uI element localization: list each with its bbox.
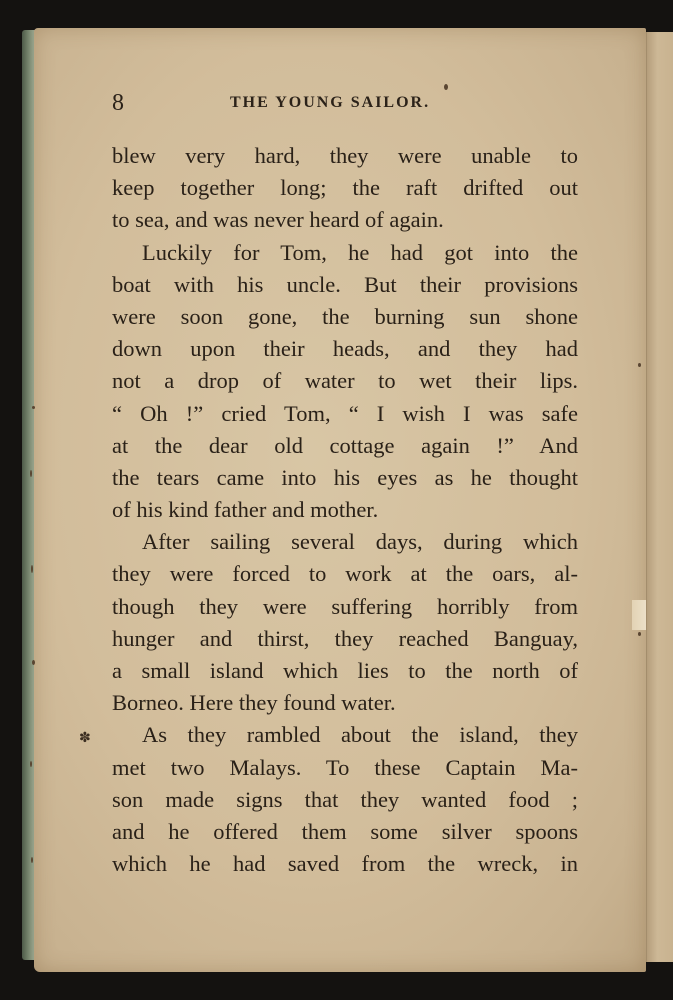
- ink-speck: [31, 565, 33, 573]
- text-line: of his kind father and mother.: [112, 497, 379, 523]
- text-line: a small island which lies to the north of: [112, 658, 578, 683]
- text-line: and he offered them some silver spoons: [112, 818, 578, 844]
- text-line: blew very hard, they were unable to: [112, 143, 578, 168]
- text-line: Borneo. Here they found water.: [112, 690, 396, 716]
- text-line: to sea, and was never heard of again.: [112, 207, 444, 233]
- text-line: keep together long; the raft drifted out: [112, 175, 578, 201]
- text-line: “ Oh !” cried Tom, “ I wish I was safe: [112, 400, 578, 426]
- text-line: met two Malays. To these Captain Ma-: [112, 754, 578, 780]
- text-line: down upon their heads, and they had: [112, 336, 578, 362]
- text-line: at the dear old cottage again !” And: [112, 432, 578, 458]
- text-line: which he had saved from the wreck, in: [112, 851, 578, 877]
- text-line: Luckily for Tom, he had got into the: [142, 239, 578, 265]
- text-line: As they rambled about the island, they: [142, 722, 578, 748]
- text-line: son made signs that they wanted food ;: [112, 786, 578, 812]
- ink-speck: [32, 660, 35, 665]
- text-line: the tears came into his eyes as he thought: [112, 464, 578, 490]
- ink-speck: [31, 857, 33, 863]
- page-body: [112, 140, 578, 880]
- text-line: boat with his uncle. But their provisions: [112, 271, 578, 297]
- text-line: After sailing several days, during which: [142, 529, 578, 555]
- page-header: [112, 92, 580, 122]
- text-line: were soon gone, the burning sun shone: [112, 303, 578, 329]
- ink-speck: [30, 761, 32, 767]
- ink-speck: [32, 406, 35, 409]
- ink-speck: [444, 84, 448, 90]
- page-number: 8: [112, 90, 124, 116]
- text-line: they were forced to work at the oars, al-: [112, 561, 578, 587]
- ink-speck: [638, 363, 641, 367]
- paper-tear: [632, 600, 646, 630]
- ink-speck: [638, 632, 641, 636]
- running-title: THE YOUNG SAILOR.: [230, 94, 431, 111]
- ink-speck: [30, 470, 32, 477]
- facing-page-edge: [646, 32, 673, 962]
- text-line: though they were suffering horribly from: [112, 593, 578, 619]
- text-line: not a drop of water to wet their lips.: [112, 368, 578, 394]
- text-line: hunger and thirst, they reached Banguay,: [112, 625, 578, 651]
- margin-ornament-icon: ✽: [79, 730, 91, 746]
